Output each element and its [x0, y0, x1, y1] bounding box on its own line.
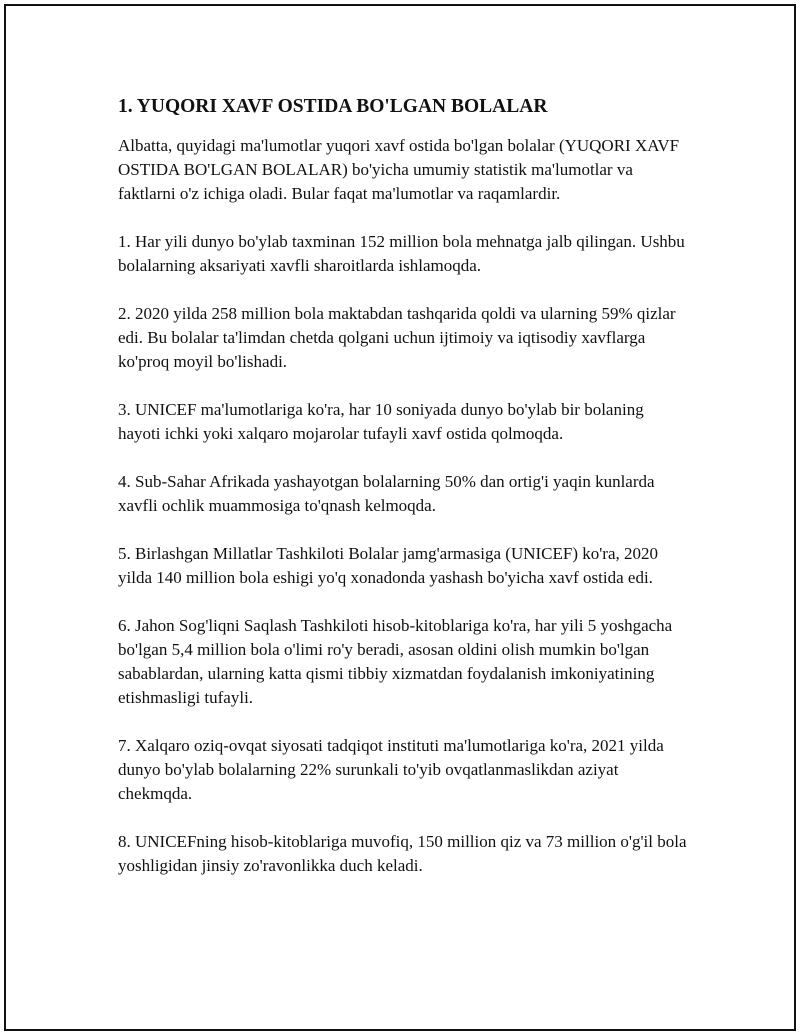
document-title: 1. YUQORI XAVF OSTIDA BO'LGAN BOLALAR — [118, 96, 548, 117]
fact-item-4: 4. Sub-Sahar Afrikada yashayotgan bolalarning 50% dan ortig'i yaqin kunlarda xavfli ochlik muammosiga to'qnash kelmoqda. — [118, 472, 655, 515]
fact-item-1: 1. Har yili dunyo bo'ylab taxminan 152 million bola mehnatga jalb qilingan. Ushbu bolalarning aksariyati xavfli sharoitlarda ishlamoqda. — [118, 232, 685, 275]
fact-item-5: 5. Birlashgan Millatlar Tashkiloti Bolalar jamg'armasiga (UNICEF) ko'ra, 2020 yilda 140 million bola eshigi yo'q xonadonda yashash bo'yicha xavf ostida edi. — [118, 544, 659, 587]
fact-item-2: 2. 2020 yilda 258 million bola maktabdan tashqarida qoldi va ularning 59% qizlar edi. Bu bolalar ta'limdan chetda qolgani uchun ijtimoiy va iqtisodiy xavflarga ko'proq moyil bo'lishadi. — [118, 304, 676, 371]
fact-item-3: 3. UNICEF ma'lumotlariga ko'ra, har 10 soniyada dunyo bo'ylab bir bolaning hayoti ichki yoki xalqaro mojarolar tufayli xavf ostida qolmoqda. — [118, 400, 644, 443]
fact-item-7: 7. Xalqaro oziq-ovqat siyosati tadqiqot instituti ma'lumotlariga ko'ra, 2021 yilda dunyo bo'ylab bolalarning 22% surunkali to'yib ovqatlanmaslikdan aziyat chekmqda. — [118, 736, 664, 803]
fact-item-6: 6. Jahon Sog'liqni Saqlash Tashkiloti hisob-kitoblariga ko'ra, har yili 5 yoshgacha bo'lgan 5,4 million bola o'limi ro'y beradi, asosan oldini olish mumkin bo'lgan sabablardan, ularning katta qismi tibbiy xizmatdan foydalanish imkoniyatining etishmasligi tufayli. — [118, 616, 673, 707]
intro-paragraph: Albatta, quyidagi ma'lumotlar yuqori xavf ostida bo'lgan bolalar (YUQORI XAVF OSTIDA BO'LGAN BOLALAR) bo'yicha umumiy statistik ma'lumotlar va faktlarni o'z ichiga oladi. Bular faqat ma'lumotlar va raqamlardir. — [118, 136, 680, 203]
document-body — [118, 95, 688, 902]
fact-item-8: 8. UNICEFning hisob-kitoblariga muvofiq, 150 million qiz va 73 million o'g'il bola yoshligidan jinsiy zo'ravonlikka duch keladi. — [118, 832, 687, 875]
